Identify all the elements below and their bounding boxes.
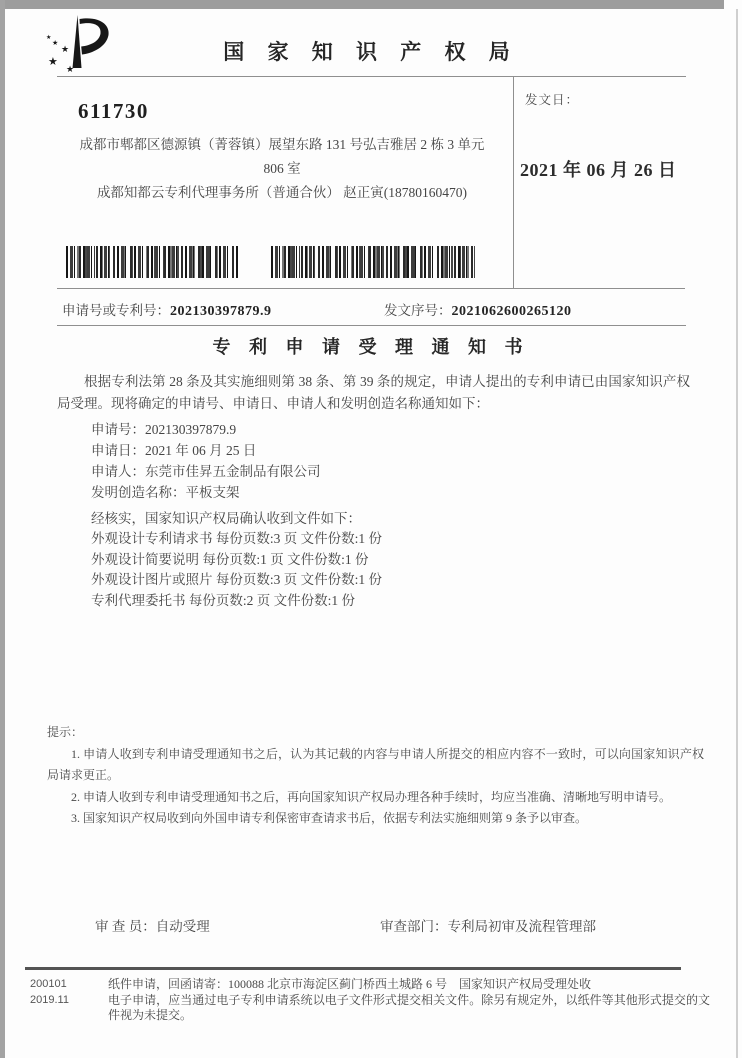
application-number-value: 202130397879.9 [170, 304, 272, 319]
tips-heading: 提示： [47, 725, 84, 739]
examiner-row [95, 915, 210, 935]
tips-section [47, 722, 704, 830]
department-row [380, 915, 596, 935]
numbers-rule [57, 325, 686, 326]
form-date: 2019.11 [30, 993, 69, 1006]
application-number-label: 申请号或专利号： [62, 303, 170, 318]
field-application-number: 申请号：202130397879.9 [91, 422, 237, 437]
examiner-value: 自动受理 [155, 919, 210, 934]
footer-line-paper: 纸件申请，回函请寄：100088 北京市海淀区蓟门桥西土城路 6 号 国家知识产权局受理处收 [108, 977, 592, 991]
svg-text:★: ★ [61, 44, 70, 54]
footer-line-electronic: 电子申请，应当通过电子专利申请系统以电子文件形式提交相关文件。除另有规定外，以纸件等其他形式提交的文件视为未提交。 [108, 992, 710, 1022]
dispatch-box-divider [513, 76, 514, 288]
field-invention-title: 发明创造名称：平板支架 [91, 485, 240, 500]
notice-intro-paragraph: 根据专利法第 28 条及其实施细则第 38 条、第 39 条的规定，申请人提出的专利申请已由国家知识产权局受理。现将确定的申请号、申请日、申请人和发明创造名称通知如下： [57, 374, 690, 411]
svg-text:★: ★ [46, 35, 52, 41]
patent-agency-line: 成都知都云专利代理事务所（普通合伙） 赵正寅(18780160470) [96, 185, 468, 200]
footer-instructions [108, 977, 710, 1024]
tip-item: 3. 国家知识产权局收到向外国申请专利保密审查请求书后，依据专利法实施细则第 9 条予以审查。 [71, 811, 588, 825]
field-applicant: 申请人：东莞市佳昇五金制品有限公司 [91, 464, 321, 479]
field-application-date: 申请日：2021 年 06 月 25 日 [91, 443, 257, 458]
scan-edge-left [0, 0, 5, 1058]
notice-title: 专 利 申 请 受 理 通 知 书 [212, 337, 530, 357]
form-code-block [30, 977, 69, 1008]
dispatch-serial-row [384, 299, 572, 320]
dispatch-serial-label: 发文序号： [384, 303, 452, 318]
tip-item: 2. 申请人收到专利申请受理通知书之后，再向国家知识产权局办理各种手续时，均应当准确、清晰地写明申请号。 [71, 789, 672, 804]
dispatch-date-value: 2021 年 06 月 26 日 [520, 160, 677, 180]
dispatch-serial-value: 2021062600265120 [451, 304, 572, 319]
department-value: 专利局初审及流程管理部 [447, 919, 596, 934]
svg-text:★: ★ [52, 39, 59, 47]
barcode-icon [66, 246, 238, 278]
agency-title: 国 家 知 识 产 权 局 [223, 40, 519, 64]
svg-text:★: ★ [66, 64, 75, 74]
received-item: 外观设计图片或照片 每份页数:3 页 文件份数:1 份 [91, 572, 383, 588]
dispatch-date-label: 发文日： [525, 93, 580, 107]
barcode-icon [271, 246, 475, 278]
scan-edge-top [0, 0, 724, 9]
postal-code: 611730 [78, 99, 149, 123]
mid-rule [57, 288, 685, 289]
svg-text:★: ★ [48, 56, 58, 68]
recipient-address-line2: 806 室 [263, 161, 301, 176]
header-rule [57, 76, 686, 77]
application-fields [91, 419, 321, 503]
application-number-row [62, 299, 272, 320]
received-item: 外观设计专利请求书 每份页数:3 页 文件份数:1 份 [91, 531, 383, 547]
received-documents [91, 509, 382, 611]
examiner-label: 审 查 员： [95, 919, 156, 934]
scan-edge-right [736, 9, 738, 1058]
tip-item: 1. 申请人收到专利申请受理通知书之后，认为其记载的内容与申请人所提交的相应内容不一致时，可以向国家知识产权局请求更正。 [47, 746, 704, 782]
received-item: 外观设计简要说明 每份页数:1 页 文件份数:1 份 [91, 551, 369, 567]
footer-rule [25, 967, 681, 970]
received-intro: 经核实，国家知识产权局确认收到文件如下： [91, 511, 361, 526]
form-code: 200101 [30, 978, 67, 990]
department-label: 审查部门： [380, 919, 448, 934]
recipient-address-line1: 成都市郫都区德源镇（菁蓉镇）展望东路 131 号弘吉雅居 2 栋 3 单元 [79, 137, 485, 152]
received-item: 专利代理委托书 每份页数:2 页 文件份数:1 份 [91, 592, 356, 608]
